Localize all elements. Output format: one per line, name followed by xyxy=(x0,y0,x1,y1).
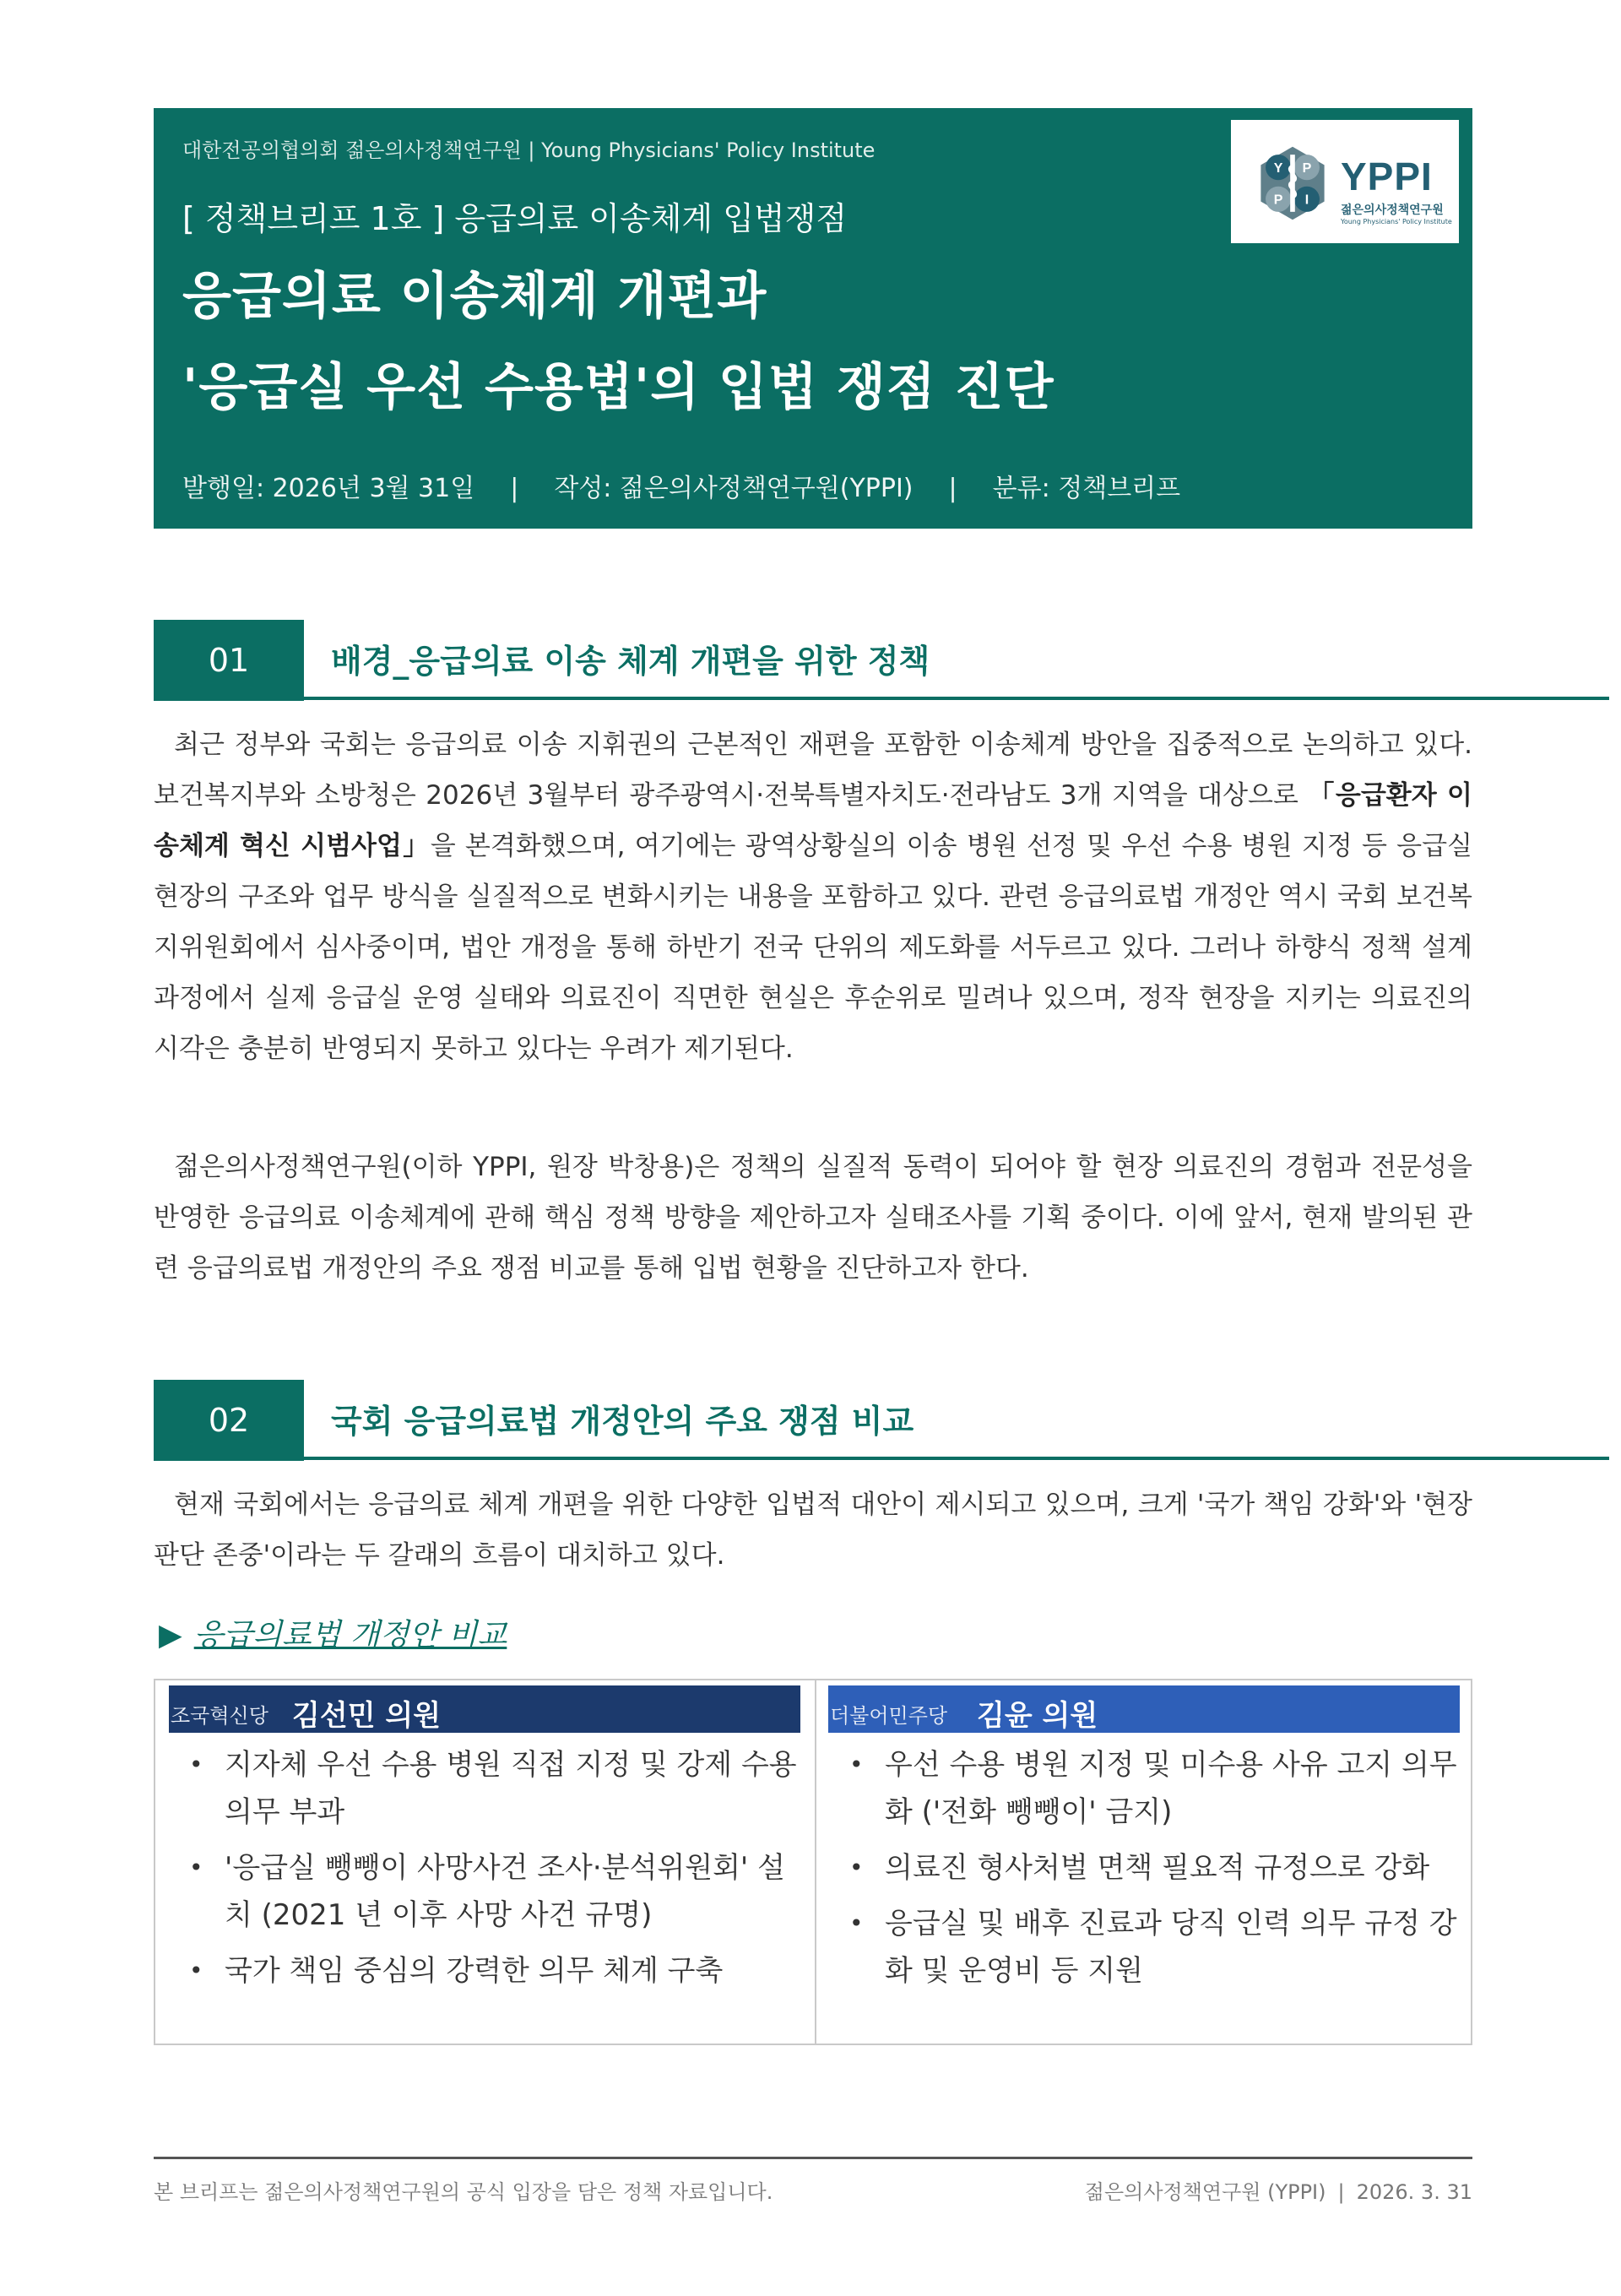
section-01-heading xyxy=(154,620,1472,701)
member-name: 김윤 의원 xyxy=(977,1699,1098,1733)
logo-letter-i: I xyxy=(1304,193,1309,208)
play-arrow-icon: ▶ xyxy=(159,1618,182,1653)
left-bullet-list xyxy=(189,1741,797,2003)
section-underline xyxy=(304,1457,1609,1460)
section-number: 02 xyxy=(154,1380,304,1461)
para-text: 최근 정부와 국회는 응급의료 이송 지휘권의 근본적인 재편을 포함한 이송체계 방안을 집중적으로 논의하고 있다. 보건복지부와 소방청은 2026년 3월부터 광주광역시·전북특별자치도·전라남도 3개 지역을 대상으로 xyxy=(154,730,1472,811)
brief-header xyxy=(154,108,1472,529)
footer-organization: 젊은의사정책연구원 (YPPI) xyxy=(1084,2180,1326,2204)
comparison-table xyxy=(154,1679,1472,2045)
right-party-header xyxy=(828,1685,1460,1733)
yppi-logo xyxy=(1231,120,1459,243)
author: 작성: 젊은의사정책연구원(YPPI) xyxy=(554,474,914,503)
comparison-title-text: 응급의료법 개정안 비교 xyxy=(193,1618,507,1653)
meta-separator: | xyxy=(948,474,957,503)
logo-text: YPPI xyxy=(1341,155,1433,198)
category: 분류: 정책브리프 xyxy=(992,474,1181,503)
publish-date: 발행일: 2026년 3월 31일 xyxy=(182,474,475,503)
member-name: 김선민 의원 xyxy=(292,1699,442,1733)
para-text: 을 본격화했으며, 여기에는 광역상황실의 이송 병원 선정 및 우선 수용 병원 지정 등 응급실 현장의 구조와 업무 방식을 실질적으로 변화시키는 내용을 포함하고 있다. 관련 응급의료법 개정안 역시 국회 보건복지위원회에서 심사중이며, 법안 개정을 통해 하반기 전국 단위의 제도화를 서두르고 있다. 그러나 하향식 정책 설계 과정에서 실제 응급실 운영 실태와 의료진이 직면한 현실은 후순위로 밀려나 있으며, 정작 현장을 지키는 의료진의 시각은 충분히 반영되지 못하고 있다는 우려가 제기된다. xyxy=(154,831,1472,1064)
header-title-line2: '응급실 우선 수용법'의 입법 쟁점 진단 xyxy=(182,358,1054,417)
logo-sub-english: Young Physicians' Policy Institute xyxy=(1341,218,1452,225)
party-name: 조국혁신당 xyxy=(171,1704,268,1728)
list-item: • 국가 책임 중심의 강력한 의무 체계 구축 xyxy=(189,1947,797,1995)
section-01-paragraph-1 xyxy=(154,719,1472,1074)
section-title: 배경_응급의료 이송 체계 개편을 위한 정책 xyxy=(331,643,930,680)
comparison-title xyxy=(159,1611,507,1654)
section-01-paragraph-2: 젊은의사정책연구원(이하 YPPI, 원장 박창용)은 정책의 실질적 동력이 되어야 할 현장 의료진의 경험과 전문성을 반영한 응급의료 이송체계에 관해 핵심 정책 방향을 제안하고자 실태조사를 기획 중이다. 이에 앞서, 현재 발의된 관련 응급의료법 개정안의 주요 쟁점 비교를 통해 입법 현황을 진단하고자 한다. xyxy=(154,1152,1472,1284)
logo-letter-p2: P xyxy=(1273,193,1283,208)
header-title-line1: 응급의료 이송체계 개편과 xyxy=(182,267,767,326)
right-bullet-list xyxy=(849,1741,1457,2003)
left-party-header xyxy=(169,1685,800,1733)
section-number: 01 xyxy=(154,620,304,701)
section-02-paragraph-1: 현재 국회에서는 응급의료 체계 개편을 위한 다양한 입법적 대안이 제시되고 있으며, 크게 '국가 책임 강화'와 '현장 판단 존중'이라는 두 갈래의 흐름이 대치하고 있다. xyxy=(154,1490,1472,1571)
list-item: • 지자체 우선 수용 병원 직접 지정 및 강제 수용 의무 부과 xyxy=(189,1741,797,1836)
header-series: [ 정책브리프 1호 ] 응급의료 이송체계 입법쟁점 xyxy=(182,200,848,237)
list-item: • 응급실 및 배후 진료과 당직 인력 의무 규정 강화 및 운영비 등 지원 xyxy=(849,1900,1457,1995)
section-title: 국회 응급의료법 개정안의 주요 쟁점 비교 xyxy=(331,1403,914,1440)
list-item: • 의료진 형사처벌 면책 필요적 규정으로 강화 xyxy=(849,1844,1457,1892)
logo-sub-korean: 젊은의사정책연구원 xyxy=(1341,204,1444,217)
footer-divider xyxy=(154,2157,1472,2159)
header-organization: 대한전공의협의회 젊은의사정책연구원 | Young Physicians' Policy Institute xyxy=(182,138,876,162)
yppi-emblem-icon xyxy=(1253,144,1332,223)
section-02-heading xyxy=(154,1380,1472,1461)
header-meta xyxy=(182,467,1180,504)
footer-date: 2026. 3. 31 xyxy=(1356,2180,1472,2204)
logo-letter-y: Y xyxy=(1273,160,1283,176)
footer-info xyxy=(1085,2175,1472,2205)
footer-separator: | xyxy=(1337,2180,1345,2204)
section-underline xyxy=(304,697,1609,700)
meta-separator: | xyxy=(510,474,519,503)
list-item: • '응급실 뺑뺑이 사망사건 조사·분석위원회' 설치 (2021 년 이후 사망 사건 규명) xyxy=(189,1844,797,1939)
list-item: • 우선 수용 병원 지정 및 미수용 사유 고지 의무화 ('전화 뺑뺑이' 금지) xyxy=(849,1741,1457,1836)
program-name-highlight: 「응급환자 이송체계 혁신 시범사업」 xyxy=(154,780,1472,861)
footer-disclaimer: 본 브리프는 젊은의사정책연구원의 공식 입장을 담은 정책 자료입니다. xyxy=(154,2180,773,2204)
logo-letter-p1: P xyxy=(1302,160,1312,176)
column-divider xyxy=(815,1680,816,2044)
party-name: 더불어민주당 xyxy=(830,1704,948,1728)
